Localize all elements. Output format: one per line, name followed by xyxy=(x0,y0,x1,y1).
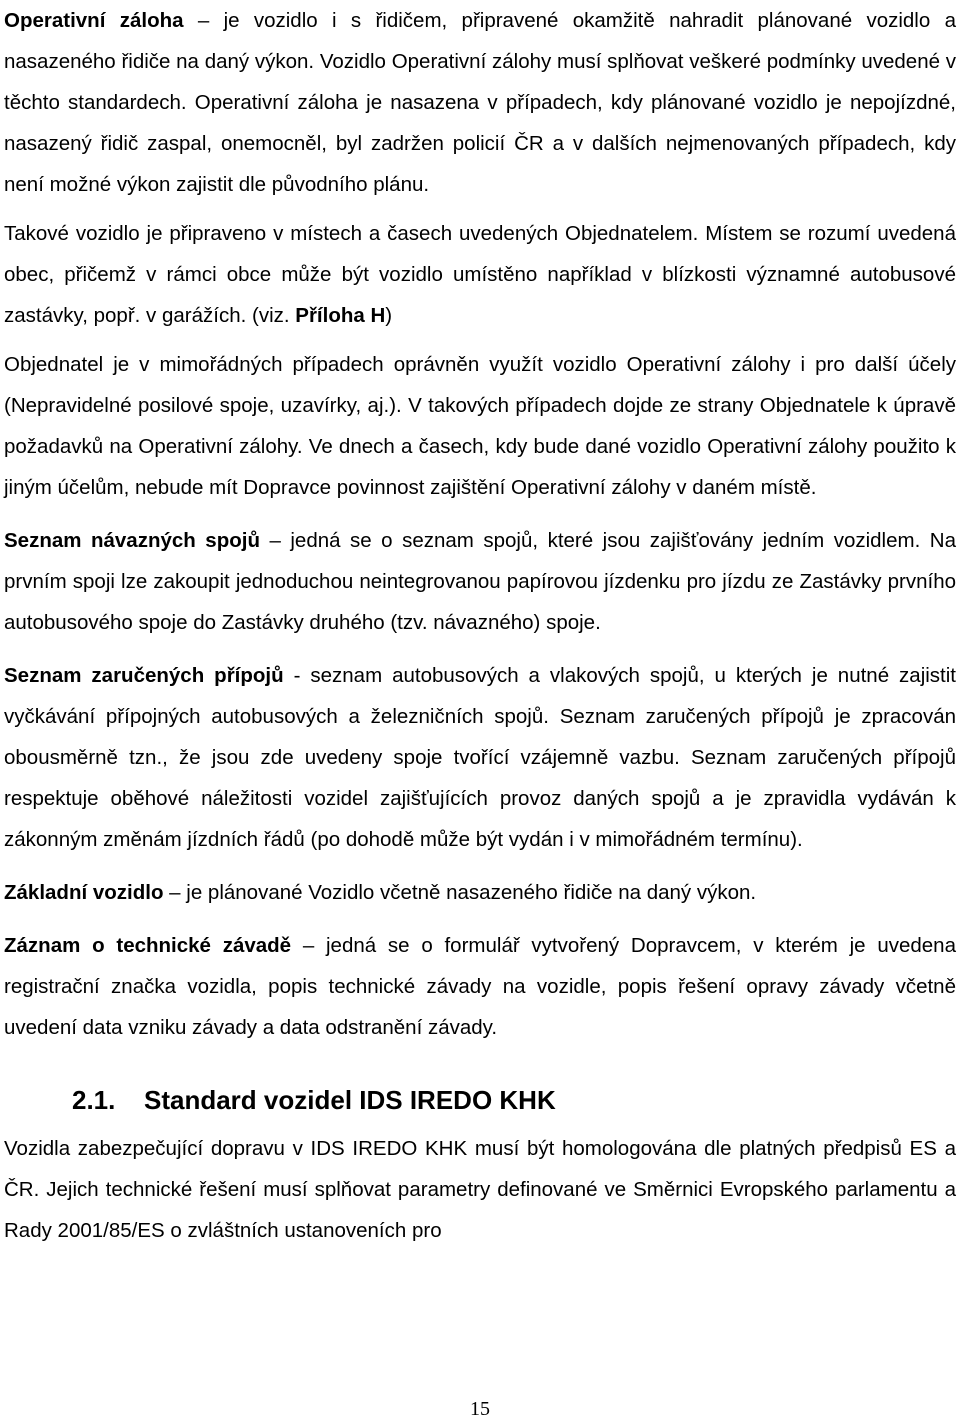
paragraph-operativni-zaloha xyxy=(4,0,956,205)
paragraph-seznam-zarucenych-pripoju xyxy=(4,655,956,860)
definition-text: – jedná se o seznam spojů, které jsou zajišťovány jedním vozidlem. Na prvním spoji lze zakoupit jednoduchou neintegrovanou papírovou jízdenku pro jízdu ze Zastávky prvního autobusového spoje do Zastávky druhého (tzv. návazného) spoje. xyxy=(4,529,956,634)
body-text-close: ) xyxy=(385,304,393,327)
term-seznam-zarucenych-pripoju: Seznam zaručených přípojů xyxy=(4,664,284,687)
section-number: 2.1. xyxy=(72,1085,116,1115)
document-page xyxy=(4,0,956,1251)
appendix-reference: Příloha H xyxy=(295,304,386,327)
paragraph-standard-vozidel xyxy=(4,1128,956,1251)
paragraph-takove-vozidlo xyxy=(4,213,956,336)
section-title: Standard vozidel IDS IREDO KHK xyxy=(144,1085,556,1115)
definition-text: – je plánované Vozidlo včetně nasazeného řidiče na daný výkon. xyxy=(163,881,757,904)
definition-text: – je vozidlo i s řidičem, připravené okamžitě nahradit plánované vozidlo a nasazeného řidiče na daný výkon. Vozidlo Operativní zálohy musí splňovat veškeré podmínky uvedené v těchto standardech. Operativní záloha je nasazena v případech, kdy plánované vozidlo je nepojízdné, nasazený řidič zaspal, onemocněl, byl zadržen policií ČR a v dalších nejmenovaných případech, kdy není možné výkon zajistit dle původního plánu. xyxy=(4,9,956,196)
term-seznam-navaznych-spoju: Seznam návazných spojů xyxy=(4,529,260,552)
paragraph-seznam-navaznych-spoju xyxy=(4,520,956,643)
term-zaznam-o-technicke-zavade: Záznam o technické závadě xyxy=(4,934,292,957)
paragraph-objednatel xyxy=(4,344,956,508)
paragraph-zaznam-o-technicke-zavade xyxy=(4,925,956,1048)
definition-text: – jedná se o formulář vytvořený Dopravcem, v kterém je uvedena registrační značka vozidla, popis technické závady na vozidle, popis řešení opravy závady včetně uvedení data vzniku závady a data odstranění závady. xyxy=(4,934,956,1039)
page-number: 15 xyxy=(470,1398,490,1420)
term-operativni-zaloha: Operativní záloha xyxy=(4,9,184,32)
body-text: Vozidla zabezpečující dopravu v IDS IREDO KHK musí být homologována dle platných předpisů ES a ČR. Jejich technické řešení musí splňovat parametry definované ve Směrnici Evropského parlamentu a Rady 2001/85/ES o zvláštních ustanoveních pro xyxy=(4,1137,956,1242)
body-text: Takové vozidlo je připraveno v místech a časech uvedených Objednatelem. Místem se rozumí uvedená obec, přičemž v rámci obce může být vozidlo umístěno například v blízkosti významné autobusové zastávky, popř. v garážích. (viz. xyxy=(4,222,956,327)
term-zakladni-vozidlo: Základní vozidlo xyxy=(4,881,164,904)
section-heading xyxy=(4,1080,956,1120)
body-text: Objednatel je v mimořádných případech oprávněn využít vozidlo Operativní zálohy i pro další účely (Nepravidelné posilové spoje, uzavírky, aj.). V takových případech dojde ze strany Objednatele k úpravě požadavků na Operativní zálohy. Ve dnech a časech, kdy bude dané vozidlo Operativní zálohy použito k jiným účelům, nebude mít Dopravce povinnost zajištění Operativní zálohy v daném místě. xyxy=(4,353,956,499)
definition-text: - seznam autobusových a vlakových spojů, u kterých je nutné zajistit vyčkávání přípojných autobusových a železničních spojů. Seznam zaručených přípojů je zpracován obousměrně tzn., že jsou zde uvedeny spoje tvořící vzájemně vazbu. Seznam zaručených přípojů respektuje oběhové náležitosti vozidel zajišťujících provoz daných spojů a je zpravidla vydáván k zákonným změnám jízdních řádů (po dohodě může být vydán i v mimořádném termínu). xyxy=(4,664,957,851)
paragraph-zakladni-vozidlo xyxy=(4,872,956,913)
